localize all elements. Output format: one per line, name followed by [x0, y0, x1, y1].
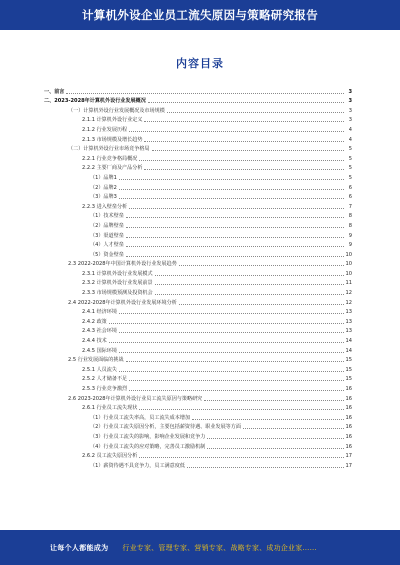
toc-leader-dots	[139, 160, 344, 161]
toc-leader-dots	[179, 265, 344, 266]
toc-entry[interactable]	[44, 373, 352, 383]
footer-experts: 行业专家、管理专家、营销专家、战略专家、成功企业家……	[122, 543, 317, 552]
toc-leader-dots	[126, 246, 344, 247]
toc-entry-page: 5	[348, 155, 352, 162]
report-header	[0, 0, 400, 30]
toc-entry[interactable]	[44, 450, 352, 460]
toc-entry-page: 6	[348, 184, 352, 191]
toc-entry-page: 14	[345, 338, 352, 345]
toc-leader-dots	[155, 275, 344, 276]
toc-entry-page: 5	[348, 146, 352, 153]
toc-entry-page: 7	[348, 203, 352, 210]
toc-entry[interactable]	[44, 411, 352, 421]
toc-entry-label: 2.1.2 行业发展历程	[82, 126, 128, 133]
toc-entry-label: （3）品牌3	[90, 194, 117, 201]
toc-leader-dots	[139, 457, 344, 458]
toc-leader-dots	[144, 121, 344, 122]
toc-entry-label: 2.1.3 市场规模及增长趋势	[82, 136, 143, 143]
toc-entry-page: 3	[348, 107, 352, 114]
toc-entry-label: （2）品牌壁垒	[90, 222, 124, 229]
toc-entry-page: 16	[345, 405, 352, 412]
toc-entry[interactable]	[44, 440, 352, 450]
toc-entry[interactable]	[44, 239, 352, 249]
toc-entry-page: 6	[348, 194, 352, 201]
toc-entry-page: 14	[345, 347, 352, 354]
toc-entry-label: （3）行业员工流失的影响，影响企业发展和竞争力	[90, 433, 206, 440]
toc-entry[interactable]	[44, 421, 352, 431]
toc-entry-page: 13	[345, 318, 352, 325]
toc-entry-label: 2.3 2022-2028年中国计算机外设行业发展趋势	[68, 261, 177, 268]
toc-entry[interactable]	[44, 267, 352, 277]
toc-entry[interactable]	[44, 85, 352, 95]
report-title: 计算机外设企业员工流失原因与策略研究报告	[82, 8, 318, 22]
toc-entry[interactable]	[44, 133, 352, 143]
toc-entry-page: 15	[345, 376, 352, 383]
toc-entry-label: 2.4.1 经济环境	[82, 309, 117, 316]
toc-entry[interactable]	[44, 162, 352, 172]
toc-entry-page: 12	[345, 299, 352, 306]
toc-entry-label: 2.5.1 人员流失	[82, 366, 117, 373]
toc-entry-page: 8	[348, 213, 352, 220]
toc-entry-page: 15	[345, 357, 352, 364]
toc-entry-label: 二、2023-2028年计算机外设行业发展概况	[44, 98, 146, 105]
toc-entry-page: 13	[345, 309, 352, 316]
toc-leader-dots	[109, 342, 344, 343]
toc-entry-page: 8	[348, 222, 352, 229]
toc-entry[interactable]	[44, 315, 352, 325]
toc-leader-dots	[119, 198, 344, 199]
toc-entry-page: 4	[348, 126, 352, 133]
toc-entry-label: （1）品牌1	[90, 174, 117, 181]
toc-entry-page: 4	[348, 136, 352, 143]
toc-entry[interactable]	[44, 258, 352, 268]
toc-entry-page: 10	[345, 251, 352, 258]
toc-leader-dots	[148, 102, 344, 103]
toc-leader-dots	[119, 189, 344, 190]
toc-entry[interactable]	[44, 152, 352, 162]
toc-entry[interactable]	[44, 191, 352, 201]
toc-leader-dots	[207, 438, 344, 439]
footer-slogan: 让每个人都能成为	[50, 543, 109, 552]
toc-entry[interactable]	[44, 277, 352, 287]
toc-entry[interactable]	[44, 200, 352, 210]
toc-entry-page: 13	[345, 328, 352, 335]
toc-entry-label: 2.6 2023-2028年计算机外设行业员工流失原因与策略研究	[68, 395, 203, 402]
toc-entry[interactable]	[44, 143, 352, 153]
toc-entry-label: 2.2.3 进入壁垒分析	[82, 203, 128, 210]
toc-entry-label: 2.5 行业发展面临的挑战	[68, 357, 124, 364]
toc-entry[interactable]	[44, 363, 352, 373]
toc-leader-dots	[119, 352, 344, 353]
toc-leader-dots	[126, 256, 344, 257]
toc-entry-label: （1）薪资待遇不具竞争力，员工满意度低	[90, 462, 185, 469]
toc-leader-dots	[129, 390, 344, 391]
toc-entry-label: （2）行业员工流失原因分析，主要包括薪资待遇、职业发展等方面	[90, 424, 241, 431]
toc-entry[interactable]	[44, 344, 352, 354]
toc-entry-page: 16	[345, 433, 352, 440]
toc-entry-page: 5	[348, 174, 352, 181]
toc-leader-dots	[155, 294, 344, 295]
toc-entry-label: 2.4.3 社会环境	[82, 328, 117, 335]
toc-entry-page: 3	[348, 88, 352, 95]
toc-entry[interactable]	[44, 306, 352, 316]
toc-entry-label: （4）人才壁垒	[90, 242, 124, 249]
toc-entry[interactable]	[44, 181, 352, 191]
toc-leader-dots	[155, 284, 344, 285]
toc-entry-page: 11	[345, 280, 352, 287]
toc-leader-dots	[119, 313, 344, 314]
toc-entry[interactable]	[44, 382, 352, 392]
toc-entry[interactable]	[44, 229, 352, 239]
toc-entry-label: （1）技术壁垒	[90, 213, 124, 220]
toc-leader-dots	[243, 428, 344, 429]
toc-leader-dots	[152, 150, 344, 151]
toc-entry-label: （1）行业员工流失率高，员工流失成本增加	[90, 414, 191, 421]
toc-leader-dots	[119, 371, 344, 372]
toc-entry-label: 2.5.3 行业竞争激烈	[82, 386, 128, 392]
toc-entry-page: 16	[345, 395, 352, 402]
toc-entry-page: 10	[345, 261, 352, 268]
toc-leader-dots	[66, 93, 344, 94]
toc-leader-dots	[207, 448, 344, 449]
toc-leader-dots	[144, 141, 344, 142]
toc-heading: 内容目录	[176, 57, 224, 70]
toc-entry-label: 2.4.2 政策	[82, 318, 107, 325]
toc-leader-dots	[167, 112, 344, 113]
toc-leader-dots	[139, 409, 344, 410]
toc-entry-label: 2.5.2 人才储备不足	[82, 376, 128, 383]
toc-entry-page: 17	[345, 462, 352, 469]
toc-leader-dots	[119, 179, 344, 180]
toc-entry-label: 2.2.1 行业竞争格局概况	[82, 155, 138, 162]
toc-leader-dots	[126, 237, 344, 238]
toc-entry-label: 2.3.2 计算机外设行业发展前景	[82, 280, 153, 287]
toc-entry-label: 2.3.3 市场规模预测及投资机会	[82, 290, 153, 297]
toc-entry-page: 16	[345, 443, 352, 450]
toc-entry-page: 9	[348, 232, 352, 239]
toc-leader-dots	[109, 323, 344, 324]
toc-entry-label: 2.4.4 技术	[82, 338, 107, 345]
toc-leader-dots	[126, 227, 344, 228]
toc-entry-label: （3）渠道壁垒	[90, 232, 124, 239]
toc-entry-label: 2.6.1 行业员工流失现状	[82, 405, 138, 412]
toc-entry-page: 12	[345, 290, 352, 297]
toc-entry-page: 16	[345, 414, 352, 421]
toc-entry-page: 3	[348, 117, 352, 124]
toc-leader-dots	[129, 208, 344, 209]
toc-entry-label: 2.3.1 计算机外设行业发展模式	[82, 270, 153, 277]
toc-leader-dots	[187, 467, 344, 468]
toc-entry[interactable]	[44, 296, 352, 306]
toc-entry[interactable]	[44, 95, 352, 105]
toc-leader-dots	[126, 361, 344, 362]
toc-entry-label: 一、前言	[44, 88, 65, 95]
toc-leader-dots	[204, 400, 344, 401]
toc-entry-label: （二）计算机外设行业市场竞争格局	[68, 146, 150, 153]
toc-entry-label: 2.6.2 员工流失原因分析	[82, 453, 138, 460]
toc-entry[interactable]	[44, 402, 352, 412]
toc-leader-dots	[144, 169, 344, 170]
toc-entry[interactable]	[44, 210, 352, 220]
toc-entry[interactable]	[44, 219, 352, 229]
toc-entry[interactable]	[44, 459, 352, 469]
toc-entry-page: 3	[348, 98, 352, 105]
toc-entry[interactable]	[44, 430, 352, 440]
toc-entry-label: （5）资金壁垒	[90, 251, 124, 258]
toc-entry-label: 2.4.5 国际环境	[82, 347, 117, 354]
toc-leader-dots	[119, 332, 344, 333]
toc-entry-page: 5	[348, 165, 352, 172]
toc-entry-page: 9	[348, 242, 352, 249]
toc-entry[interactable]	[44, 286, 352, 296]
toc-entry[interactable]	[44, 325, 352, 335]
toc-entry-page: 15	[345, 366, 352, 373]
toc-entry[interactable]	[44, 123, 352, 133]
toc-entry[interactable]	[44, 248, 352, 258]
toc-entry[interactable]	[44, 104, 352, 114]
toc-entry[interactable]	[44, 392, 352, 402]
toc-entry-page: 10	[345, 270, 352, 277]
toc-leader-dots	[192, 419, 344, 420]
toc-entry[interactable]	[44, 114, 352, 124]
toc-entry-label: 2.4 2022-2028年计算机外设行业发展环境分析	[68, 299, 177, 306]
toc-entry[interactable]	[44, 171, 352, 181]
toc-entry-page: 16	[345, 424, 352, 431]
toc-entry-label: 2.1.1 计算机外设行业定义	[82, 117, 143, 124]
toc-entry-label: （2）品牌2	[90, 184, 117, 191]
toc-entry-page: 17	[345, 453, 352, 460]
toc-leader-dots	[129, 131, 344, 132]
toc-entry[interactable]	[44, 334, 352, 344]
report-footer	[0, 530, 400, 565]
toc-leader-dots	[129, 380, 344, 381]
toc-leader-dots	[126, 217, 344, 218]
toc-leader-dots	[179, 304, 344, 305]
toc-entry[interactable]	[44, 354, 352, 364]
toc-entry-label: 2.2.2 主要厂商及产品分析	[82, 165, 143, 172]
table-of-contents	[44, 85, 352, 469]
toc-entry-label: （4）行业员工流失的应对策略，完善员工激励机制	[90, 443, 206, 450]
toc-entry-page: 16	[345, 386, 352, 392]
toc-entry-label: （一）计算机外设行业发展概况及市场规模	[68, 107, 165, 114]
